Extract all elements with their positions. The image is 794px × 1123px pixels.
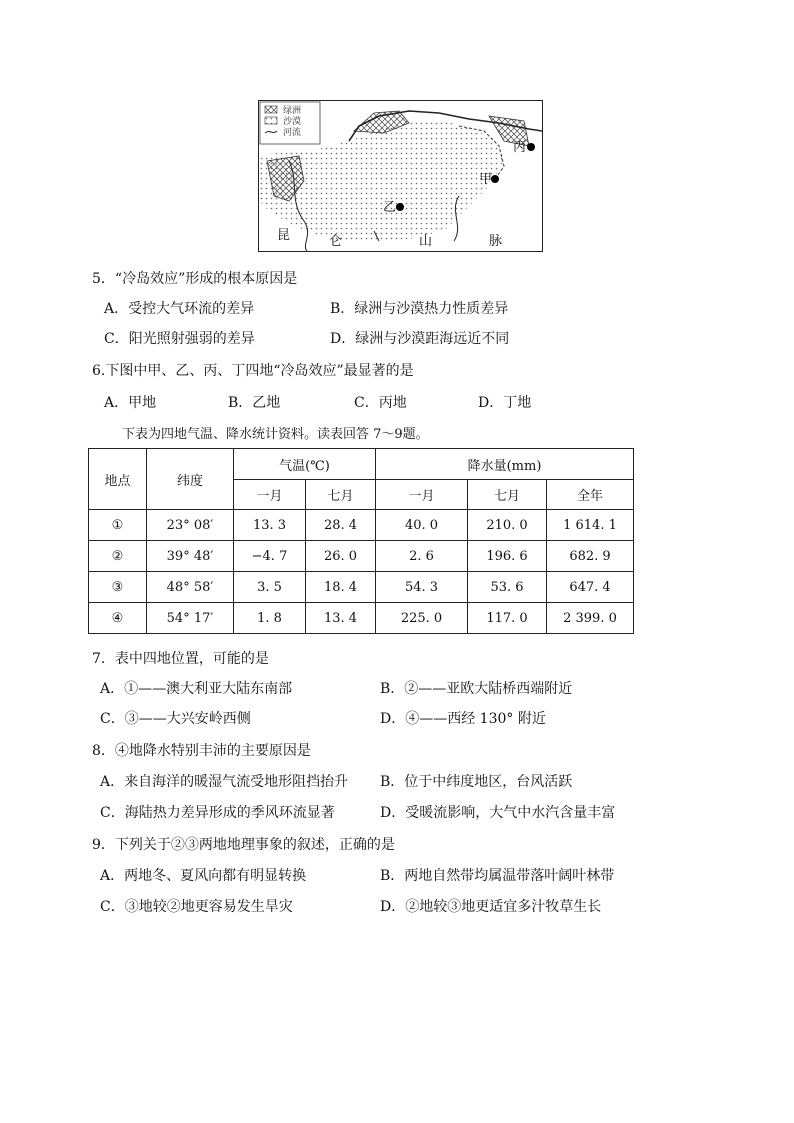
cell-p-jul: 210. 0 xyxy=(468,510,547,541)
table-row xyxy=(89,541,634,572)
legend-oasis-swatch xyxy=(265,106,277,113)
point-yi xyxy=(396,203,404,211)
q8-option-d[interactable]: D．受暖流影响，大气中水汽含量丰富 xyxy=(380,805,616,821)
cell-id: ④ xyxy=(89,603,147,634)
cell-t-jul: 28. 4 xyxy=(306,510,376,541)
legend-label-river: 河流 xyxy=(283,128,302,138)
climate-table xyxy=(88,448,634,634)
q9-option-b[interactable]: B．两地自然带均属温带落叶阔叶林带 xyxy=(380,868,615,884)
q6-option-a[interactable]: A．甲地 xyxy=(104,395,157,411)
header-precip-year: 全年 xyxy=(547,480,634,510)
q5-option-d[interactable]: D．绿洲与沙漠距海远近不同 xyxy=(330,331,510,347)
table-row xyxy=(89,510,634,541)
header-precip-jul: 七月 xyxy=(468,480,547,510)
cell-lat: 39° 48′ xyxy=(147,541,234,572)
cell-id: ② xyxy=(89,541,147,572)
cell-t-jan: 13. 3 xyxy=(234,510,306,541)
point-jia xyxy=(491,175,499,183)
header-precipitation: 降水量(mm) xyxy=(376,449,634,480)
q5-option-a[interactable]: A．受控大气环流的差异 xyxy=(104,301,255,317)
cell-p-jul: 196. 6 xyxy=(468,541,547,572)
label-mountain-1: 昆 xyxy=(277,228,291,243)
label-yi: 乙 xyxy=(383,200,397,215)
table-row xyxy=(89,572,634,603)
cell-p-year: 1 614. 1 xyxy=(547,510,634,541)
table-header-row xyxy=(89,449,634,480)
map-drawing xyxy=(259,101,543,252)
cell-p-year: 647. 4 xyxy=(547,572,634,603)
cell-id: ③ xyxy=(89,572,147,603)
q7-option-a[interactable]: A．①——澳大利亚大陆东南部 xyxy=(100,681,293,697)
q8-option-a[interactable]: A．来自海洋的暖湿气流受地形阻挡抬升 xyxy=(100,774,349,790)
cell-p-jul: 117. 0 xyxy=(468,603,547,634)
cell-t-jul: 13. 4 xyxy=(306,603,376,634)
q7-option-b[interactable]: B．②——亚欧大陆桥西端附近 xyxy=(380,681,573,697)
header-temperature: 气温(℃) xyxy=(234,449,376,480)
cell-t-jan: −4. 7 xyxy=(234,541,306,572)
cell-lat: 54° 17′ xyxy=(147,603,234,634)
legend-desert-swatch xyxy=(265,117,277,124)
map-figure xyxy=(258,100,543,252)
q6-option-c[interactable]: C．丙地 xyxy=(354,395,407,411)
cell-p-year: 2 399. 0 xyxy=(547,603,634,634)
cell-p-jul: 53. 6 xyxy=(468,572,547,603)
q8-stem: 8．④地降水特别丰沛的主要原因是 xyxy=(92,743,311,759)
q9-option-c[interactable]: C．③地较②地更容易发生旱灾 xyxy=(100,899,293,915)
q8-option-c[interactable]: C．海陆热力差异形成的季风环流显著 xyxy=(100,805,335,821)
legend-label-oasis: 绿洲 xyxy=(283,106,302,116)
header-latitude: 纬度 xyxy=(147,449,234,510)
q9-option-a[interactable]: A．两地冬、夏风向都有明显转换 xyxy=(100,868,307,884)
q5-option-c[interactable]: C．阳光照射强弱的差异 xyxy=(104,331,255,347)
label-mountain-2: 仑 xyxy=(329,234,343,249)
cell-id: ① xyxy=(89,510,147,541)
cell-t-jan: 1. 8 xyxy=(234,603,306,634)
q6-stem: 6.下图中甲、乙、丙、丁四地“冷岛效应”最显著的是 xyxy=(92,363,414,379)
q5-option-b[interactable]: B．绿洲与沙漠热力性质差异 xyxy=(330,301,509,317)
q7-stem: 7．表中四地位置，可能的是 xyxy=(92,651,269,667)
cell-p-jan: 2. 6 xyxy=(376,541,468,572)
label-mountain-3: 山 xyxy=(419,234,433,249)
cell-p-year: 682. 9 xyxy=(547,541,634,572)
q6-option-b[interactable]: B．乙地 xyxy=(228,395,281,411)
cell-p-jan: 225. 0 xyxy=(376,603,468,634)
header-temp-jul: 七月 xyxy=(306,480,376,510)
cell-p-jan: 40. 0 xyxy=(376,510,468,541)
q9-option-d[interactable]: D．②地较③地更适宜多汁牧草生长 xyxy=(380,899,602,915)
cell-p-jan: 54. 3 xyxy=(376,572,468,603)
q6-option-d[interactable]: D．丁地 xyxy=(478,395,532,411)
cell-t-jan: 3. 5 xyxy=(234,572,306,603)
q8-option-b[interactable]: B．位于中纬度地区，台风活跃 xyxy=(380,774,573,790)
point-bing xyxy=(527,143,535,151)
q7-option-d[interactable]: D．④——西经 130° 附近 xyxy=(380,711,546,727)
header-temp-jan: 一月 xyxy=(234,480,306,510)
q5-stem: 5．“冷岛效应”形成的根本原因是 xyxy=(92,271,298,287)
cell-lat: 23° 08′ xyxy=(147,510,234,541)
q7-option-c[interactable]: C．③——大兴安岭西侧 xyxy=(100,711,251,727)
header-precip-jan: 一月 xyxy=(376,480,468,510)
table-intro: 下表为四地气温、降水统计资料。读表回答 7～9题。 xyxy=(122,427,429,442)
cell-t-jul: 18. 4 xyxy=(306,572,376,603)
table-row xyxy=(89,603,634,634)
cell-lat: 48° 58′ xyxy=(147,572,234,603)
cell-t-jul: 26. 0 xyxy=(306,541,376,572)
label-bing: 丙 xyxy=(513,140,527,155)
q9-stem: 9．下列关于②③两地地理事象的叙述，正确的是 xyxy=(92,837,395,853)
label-jia: 甲 xyxy=(479,172,493,187)
label-mountain-4: 脉 xyxy=(489,234,503,249)
legend-label-desert: 沙漠 xyxy=(283,117,302,127)
header-place: 地点 xyxy=(89,449,147,510)
